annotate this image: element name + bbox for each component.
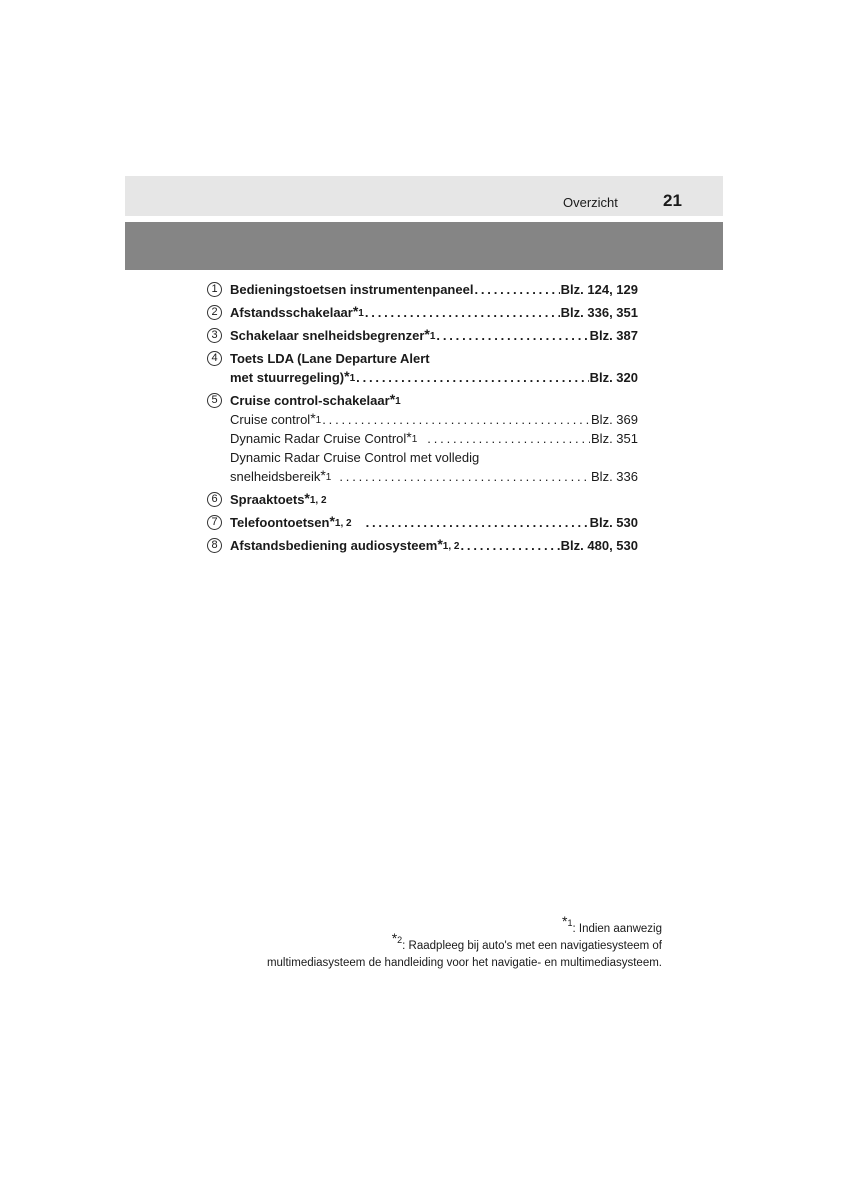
footnote-2-cont: multimediasysteem de handleiding voor het navigatie- en multimediasysteem.	[266, 957, 662, 969]
page-ref: Blz. 336	[591, 469, 638, 484]
footnote-ref: *1, 2	[437, 536, 460, 552]
item-number-badge: 5	[207, 393, 222, 408]
footnote-2: $^{*2}$: Raadpleeg bij auto's met een navigatiesysteem of	[391, 930, 662, 952]
item-label: Cruise control-schakelaar	[230, 393, 390, 408]
footnote-ref: *1	[344, 368, 356, 384]
toc-item-4	[207, 349, 638, 387]
item-number-badge: 6	[207, 492, 222, 507]
header-band	[125, 222, 723, 270]
item-label: Afstandsbediening audiosysteem	[230, 538, 438, 553]
item-label: Spraaktoets	[230, 492, 305, 507]
footnote-ref: *1	[424, 326, 436, 342]
item-number-badge: 4	[207, 351, 222, 366]
item-number-badge: 7	[207, 515, 222, 530]
footnote-ref: *1	[389, 391, 401, 407]
footnote-1: $^{*1}$: Indien aanwezig	[562, 913, 662, 935]
toc-item-3	[207, 326, 638, 345]
toc-item-5	[207, 391, 638, 486]
page-ref: Blz. 124, 129	[560, 282, 638, 297]
page-ref: Blz. 369	[591, 412, 638, 427]
page-ref: Blz. 387	[589, 328, 638, 343]
toc-list	[207, 280, 638, 555]
item-number-badge: 2	[207, 305, 222, 320]
item-label-cont: met stuurregeling)	[230, 370, 345, 385]
item-label: Bedieningstoetsen instrumentenpaneel	[230, 282, 474, 297]
item-label: Schakelaar snelheidsbegrenzer	[230, 328, 425, 343]
item-number-badge: 3	[207, 328, 222, 343]
toc-item-6	[207, 490, 638, 509]
page-ref: Blz. 480, 530	[560, 538, 638, 553]
page-ref: Blz. 320	[589, 370, 638, 385]
sub-item-cont: snelheidsbereik $^{*1}$ . . . Blz. 336	[230, 467, 638, 486]
page-ref: Blz. 336, 351	[560, 305, 638, 320]
toc-item-2	[207, 303, 638, 322]
item-number-badge: 1	[207, 282, 222, 297]
page-ref: Blz. 530	[589, 515, 638, 530]
item-label: Toets LDA (Lane Departure Alert	[230, 351, 430, 366]
toc-item-1	[207, 280, 638, 299]
item-label: Afstandsschakelaar	[230, 305, 353, 320]
footnotes	[222, 913, 662, 972]
item-label: Telefoontoetsen	[230, 515, 330, 530]
footnote-ref: *1	[352, 303, 364, 319]
toc-item-8	[207, 536, 638, 555]
footnote-ref: *1, 2	[304, 490, 327, 506]
sub-item: Dynamic Radar Cruise Control met volledig	[230, 450, 480, 465]
item-number-badge: 8	[207, 538, 222, 553]
sub-item: Dynamic Radar Cruise Control $^{*1}$ . . . Blz. 351	[230, 429, 638, 448]
footnote-ref: *1, 2	[329, 513, 352, 529]
section-title: Overzicht	[563, 195, 618, 210]
page-number: 21	[663, 191, 682, 210]
sub-item: Cruise control $^{*1}$ . . . Blz. 369	[230, 410, 638, 429]
header-bar	[125, 176, 723, 216]
page-ref: Blz. 351	[591, 431, 638, 446]
toc-item-7	[207, 513, 638, 532]
